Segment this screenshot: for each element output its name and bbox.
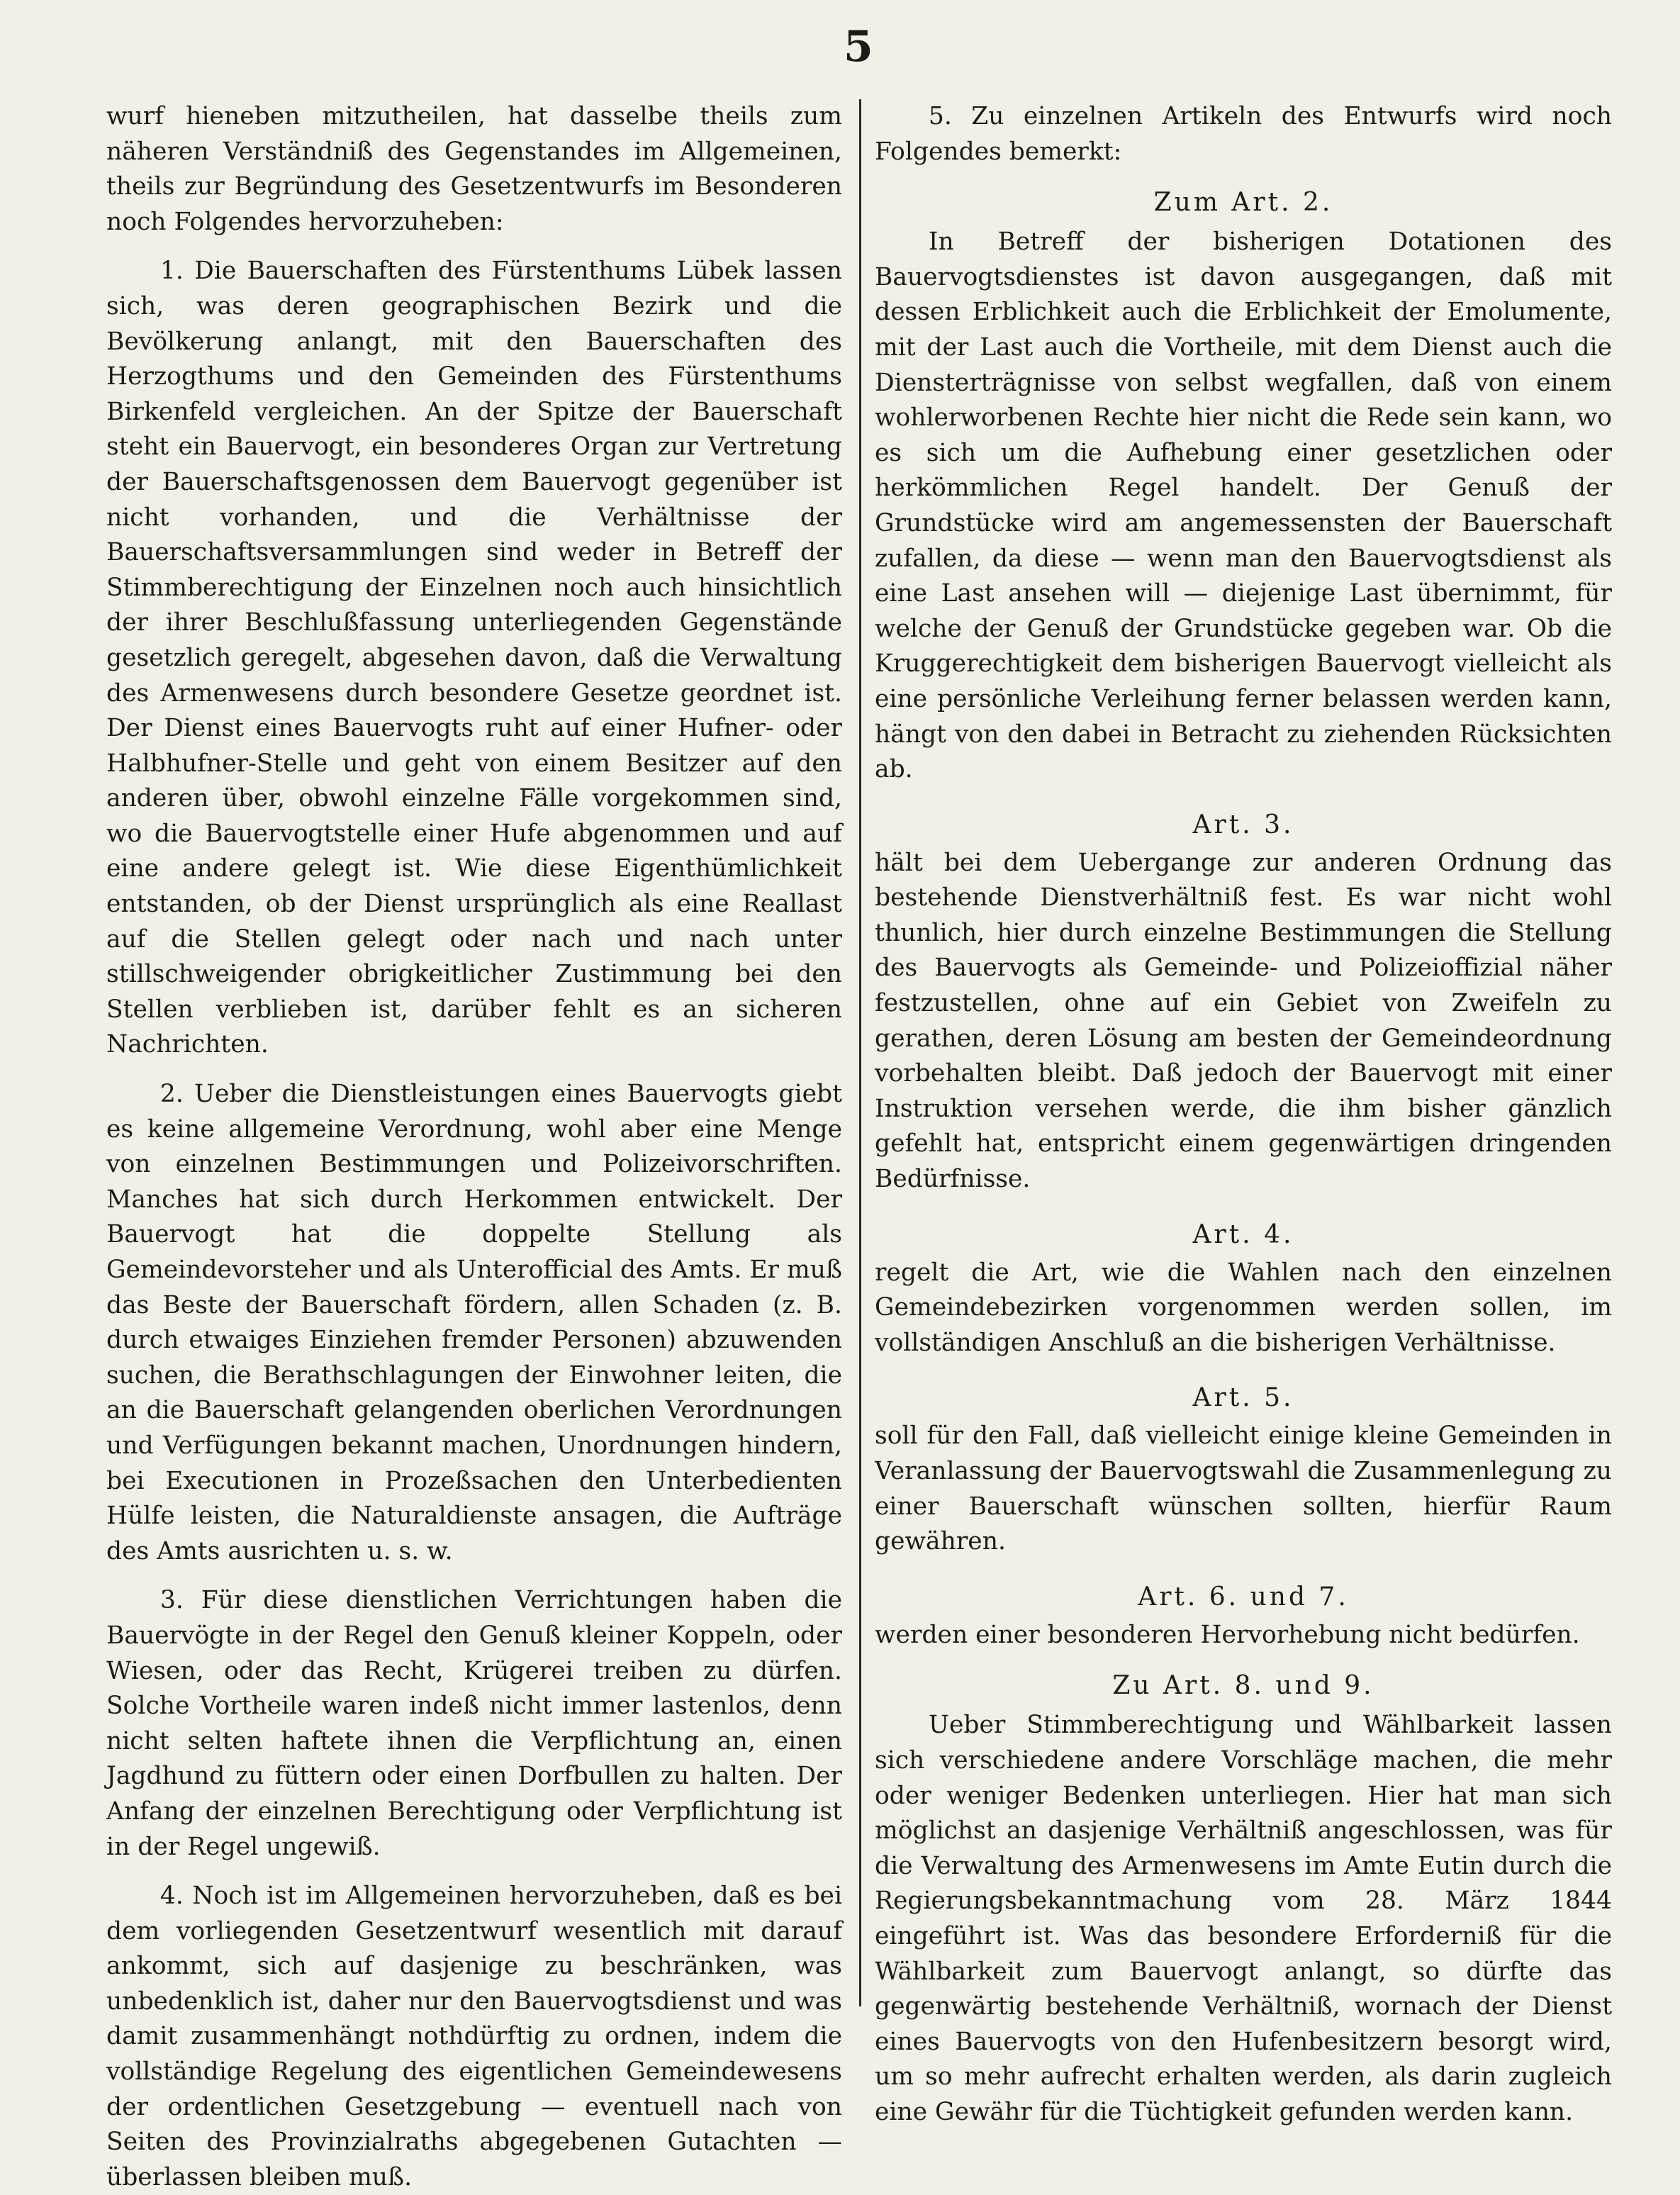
right-column (875, 99, 1612, 2126)
text-art-2: In Betreff der bisherigen Dotationen des Bauervogtsdienstes ist davon ausgegangen, daß mit dessen Erblichkeit auch die Erblichkeit der Emolumente, mit der Last auch die Vortheile, mit dem Dienst auch die Diensterträgnisse von selbst wegfallen, daß von einem wohlerworbenen Rechte hier nicht die Rede sein kann, wo es sich um die Aufhebung einer gesetzlichen oder herkömmlichen Regel handelt. Der Genuß der Grundstücke wird am angemessensten der Bauerschaft zufallen, da diese — wenn man den Bauervogtsdienst als eine Last ansehen will — diejenige Last übernimmt, für welche der Genuß der Grundstücke gegeben war. Ob die Kruggerechtigkeit dem bisherigen Bauervogt vielleicht als eine persönliche Verleihung ferner belassen werden kann, hängt von den dabei in Betracht zu ziehenden Rücksichten ab. (875, 228, 1612, 784)
heading-art-3: Art. 3. (1192, 810, 1294, 839)
text-art-3: hält bei dem Uebergange zur anderen Ordnung das bestehende Dienstverhältniß fest. Es war nicht wohl thunlich, hier durch einzelne Bestimmungen die Stellung des Bauervogts als Gemeinde- und Polizeioffizial näher festzustellen, ohne auf ein Gebiet von Zweifeln zu gerathen, deren Lösung am besten der Gemeindeordnung vorbehalten bleibt. Daß jedoch der Bauervogt mit einer Instruktion versehen werde, die ihm bisher gänzlich gefehlt hat, entspricht einem gegenwärtigen dringenden Bedürfnisse. (875, 848, 1612, 1194)
text-art-4: regelt die Art, wie die Wahlen nach den einzelnen Gemeindebezirken vorgenommen werden sollen, im vollständigen Anschluß an die bisherigen Verhältnisse. (875, 1258, 1612, 1357)
text-art-5: soll für den Fall, daß vielleicht einige kleine Gemeinden in Veranlassung der Bauervogtswahl die Zusammenlegung zu einer Bauerschaft wünschen sollten, hierfür Raum gewähren. (875, 1422, 1612, 1556)
page-number: 5 (844, 22, 873, 72)
paragraph-intro: wurf hieneben mitzutheilen, hat dasselbe theils zum näheren Verständniß des Gegenstandes im Allgemeinen, theils zur Begründung des Gesetzentwurfs im Besonderen noch Folgendes hervorzuheben: (106, 102, 842, 236)
heading-art-8-9: Zu Art. 8. und 9. (1112, 1671, 1374, 1701)
paragraph-4: 4. Noch ist im Allgemeinen hervorzuheben, daß es bei dem vorliegenden Gesetzentwurf wesentlich mit darauf ankommt, sich auf dasjenige zu beschränken, was unbedenklich ist, daher nur den Bauervogtsdienst und was damit zusammenhängt nothdürftig zu ordnen, indem die vollständige Regelung des eigentlichen Gemeindewesens der ordentlichen Gesetzgebung — eventuell nach von Seiten des Provinzialraths abgegebenen Gutachten — überlassen bleiben muß. (106, 1882, 842, 2191)
heading-art-2: Zum Art. 2. (1153, 188, 1333, 218)
paragraph-2: 2. Ueber die Dienstleistungen eines Bauervogts giebt es keine allgemeine Verordnung, wohl aber eine Menge von einzelnen Bestimmungen und Polizeivorschriften. Manches hat sich durch Herkommen entwickelt. Der Bauervogt hat die doppelte Stellung als Gemeindevorsteher und als Unterofficial des Amts. Er muß das Beste der Bauerschaft fördern, allen Schaden (z. B. durch etwaiges Einziehen fremder Personen) abzuwenden suchen, die Berathschlagungen der Einwohner leiten, die an die Bauerschaft gelangenden oberlichen Verordnungen und Verfügungen bekannt machen, Unordnungen hindern, bei Executionen in Prozeßsachen den Unterbedienten Hülfe leisten, die Naturaldienste ansagen, die Aufträge des Amts ausrichten u. s. w. (106, 1080, 842, 1565)
column-divider (859, 99, 861, 2006)
heading-art-5: Art. 5. (1192, 1383, 1294, 1413)
text-art-8-9: Ueber Stimmberechtigung und Wählbarkeit lassen sich verschiedene andere Vorschläge machen, die mehr oder weniger Bedenken unterliegen. Hier hat man sich möglichst an dasjenige Verhältniß angeschlossen, was für die Verwaltung des Armenwesens im Amte Eutin durch die Regierungsbekanntmachung vom 28. März 1844 eingeführt ist. Was das besondere Erforderniß für die Wählbarkeit zum Bauervogt anlangt, so dürfte das gegenwärtig bestehende Verhältniß, wornach der Dienst eines Bauervogts von den Hufenbesitzern besorgt wird, um so mehr aufrecht erhalten werden, als darin zugleich eine Gewähr für die Tüchtigkeit gefunden werden kann. (875, 1711, 1612, 2126)
paragraph-5-intro: 5. Zu einzelnen Artikeln des Entwurfs wird noch Folgendes bemerkt: (875, 102, 1612, 166)
paragraph-3: 3. Für diese dienstlichen Verrichtungen haben die Bauervögte in der Regel den Genuß kleiner Koppeln, oder Wiesen, oder das Recht, Krügerei treiben zu dürfen. Solche Vortheile waren indeß nicht immer lastenlos, denn nicht selten haftete ihnen die Verpflichtung an, einen Jagdhund zu füttern oder einen Dorfbullen zu halten. Der Anfang der einzelnen Berechtigung oder Verpflichtung ist in der Regel ungewiß. (106, 1586, 842, 1861)
paragraph-1: 1. Die Bauerschaften des Fürstenthums Lübek lassen sich, was deren geographischen Bezirk und die Bevölkerung anlangt, mit den Bauerschaften des Herzogthums und den Gemeinden des Fürstenthums Birkenfeld vergleichen. An der Spitze der Bauerschaft steht ein Bauervogt, ein besonderes Organ zur Vertretung der Bauerschaftsgenossen dem Bauervogt gegenüber ist nicht vorhanden, und die Verhältnisse der Bauerschaftsversammlungen sind weder in Betreff der Stimmberechtigung der Einzelnen noch auch hinsichtlich der ihrer Beschlußfassung unterliegenden Gegenstände gesetzlich geregelt, abgesehen davon, daß die Verwaltung des Armenwesens durch besondere Gesetze geordnet ist. Der Dienst eines Bauervogts ruht auf einer Hufner- oder Halbhufner-Stelle und geht von einem Besitzer auf den anderen über, obwohl einzelne Fälle vorgekommen sind, wo die Bauervogtstelle einer Hufe abgenommen und auf eine andere gelegt ist. Wie diese Eigenthümlichkeit entstanden, ob der Dienst ursprünglich als eine Reallast auf die Stellen gelegt oder nach und nach unter stillschweigender obrigkeitlicher Zustimmung bei den Stellen verblieben ist, darüber fehlt es an sicheren Nachrichten. (106, 257, 842, 1059)
text-art-6-7: werden einer besonderen Hervorhebung nicht bedürfen. (875, 1620, 1580, 1649)
heading-art-4: Art. 4. (1192, 1219, 1294, 1249)
heading-art-6-7: Art. 6. und 7. (1138, 1582, 1349, 1612)
left-column (106, 99, 842, 2191)
